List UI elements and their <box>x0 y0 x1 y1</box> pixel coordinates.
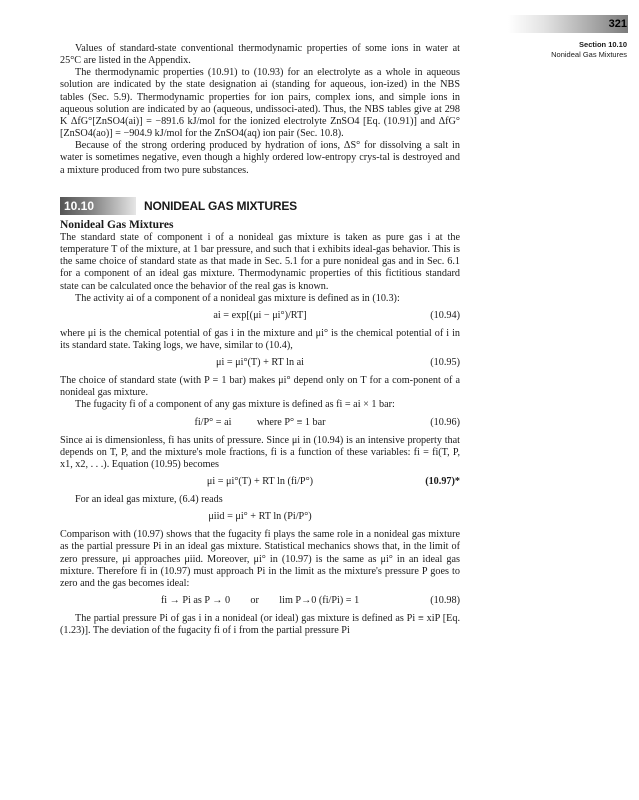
equation-10-98 <box>60 594 460 608</box>
equation-number: (10.96) <box>430 416 460 428</box>
paragraph-2: The thermodynamic properties (10.91) to (10.93) for an electrolyte as a whole in aqueous solution are indicated by the state designation ai (standing for aqueous, ion-ized) in the NBS tables (Sec. 5.9). Thermodynamic properties for ion pairs, complex ions, and simple ions in aqueous solution are indicated by ao (aqueous, undissoci-ated). Thus, the NBS tables give at 298 K ΔfG°[ZnSO4(ai)] = −891.6 kJ/mol for the ionized electrolyte ZnSO4 [Eq. (10.91)] and ΔfG°[ZnSO4(ao)] = −904.9 kJ/mol for the ZnSO4(aq) ion pair (Sec. 10.8). <box>60 67 460 140</box>
equation-body: fi/P° = ai where P° ≡ 1 bar <box>194 416 326 428</box>
paragraph-3: Because of the strong ordering produced by hydration of ions, ΔS° for dissolving a salt in water is sometimes negative, even though a highly ordered low-entropy crys-tal is destroyed and a mixture produced from two pure substances. <box>60 140 460 176</box>
equation-body: μi = μi°(T) + RT ln (fi/P°) <box>206 476 314 488</box>
paragraph-7: The choice of standard state (with P = 1 bar) makes μi° depend only on T for a com-ponent of a nonideal gas mixture. <box>60 375 460 399</box>
equation-10-94 <box>60 309 460 323</box>
paragraph-5: The activity ai of a component of a nonideal gas mixture is defined as in (10.3): <box>75 292 400 304</box>
equation-10-96 <box>60 416 460 430</box>
equation-number: (10.98) <box>430 595 460 606</box>
paragraph-4: The standard state of component i of a nonideal gas mixture is taken as pure gas i at the temperature T of the mixture, at 1 bar pressure, and such that i exhibits ideal-gas behavior. This is the same choice of standard state as that made in Sec. 5.1 for a pure nonideal gas and in Sec. 6.1 for a component of an ideal gas mixture. Thermodynamic properties of this fictitious standard state can be calculated once the behavior of the real gas is known. <box>60 231 460 292</box>
page-number: 321 <box>608 18 627 30</box>
section-title: NONIDEAL GAS MIXTURES <box>144 198 297 213</box>
paragraph-12: The partial pressure Pi of gas i in a nonideal (or ideal) gas mixture is defined as Pi ≡ xiP [Eq. (1.23)]. The deviation of the fugacity fi of i from the partial pressure Pi <box>60 613 460 637</box>
equation-number: (10.95) <box>430 357 460 369</box>
equation-number: (10.97)* <box>425 476 460 488</box>
equation-body: μiid = μi° + RT ln (Pi/P°) <box>208 511 312 523</box>
equation-body: μi = μi°(T) + RT ln ai <box>216 357 304 369</box>
equation-10-95 <box>60 356 460 370</box>
equation-number: (10.94) <box>430 309 460 321</box>
subheading: Nonideal Gas Mixtures <box>60 218 174 231</box>
equation-body: ai = exp[(μi − μi°)/RT] <box>213 309 307 321</box>
paragraph-8: The fugacity fi of a component of any gas mixture is defined as fi = ai × 1 bar: <box>75 399 395 411</box>
section-number: 10.10 <box>60 197 136 215</box>
running-head <box>507 40 627 59</box>
equation-ideal-mixture <box>60 510 460 524</box>
paragraph-9: Since ai is dimensionless, fi has units of pressure. Since μi in (10.94) is an intensive property that depends on T, P, and the mixture's mole fractions, fi is a function of these variables: fi = fi(T, P, x1, x2, . . .). Equation (10.95) becomes <box>60 434 460 470</box>
running-head-section: Section 10.10 <box>579 40 627 49</box>
paragraph-1: Values of standard-state conventional thermodynamic properties of some ions in water at 25°C are listed in the Appendix. <box>60 43 460 67</box>
page-body <box>60 43 460 637</box>
paragraph-10: For an ideal gas mixture, (6.4) reads <box>75 494 223 506</box>
paragraph-6: where μi is the chemical potential of gas i in the mixture and μi° is the chemical potential of i in its standard state. Taking logs, we have, similar to (10.4), <box>60 327 460 351</box>
running-head-title: Nonideal Gas Mixtures <box>551 49 627 59</box>
equation-10-97 <box>60 475 460 489</box>
equation-body: fi → Pi as P → 0 or lim P→0 (fi/Pi) = 1 <box>160 595 360 606</box>
section-heading <box>60 197 460 215</box>
paragraph-11: Comparison with (10.97) shows that the fugacity fi plays the same role in a nonideal gas mixture as the partial pressure Pi in an ideal gas mixture. Statistical mechanics shows that, in the limit of zero pressure, μi approaches μiid. Moreover, μi° in (10.97) is the same as μi° in an ideal gas mixture. Therefore fi in (10.97) must approach Pi in the limit as the mixture's pressure P goes to zero and the gas becomes ideal: <box>60 529 460 589</box>
